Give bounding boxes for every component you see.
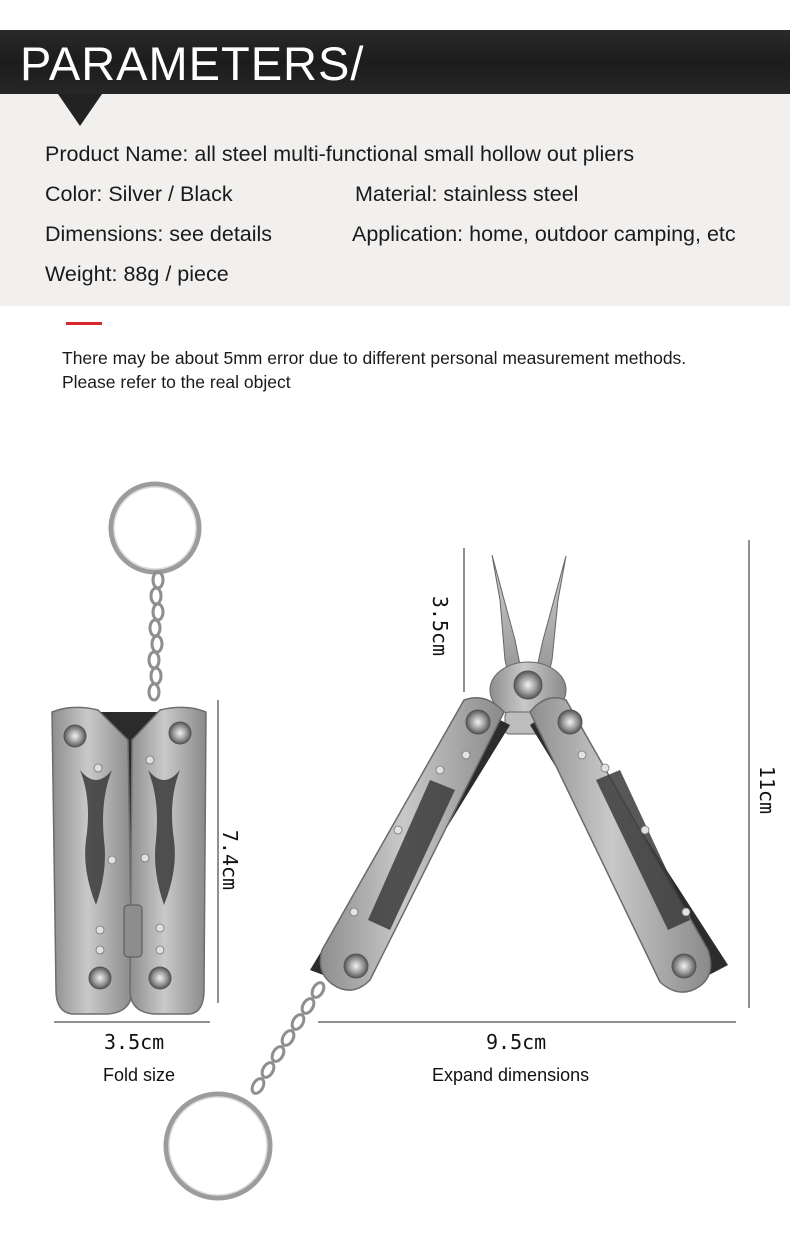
spec-application: Application: home, outdoor camping, etc: [352, 222, 736, 246]
expand-caption: Expand dimensions: [432, 1065, 590, 1085]
note-line-2: Please refer to the real object: [62, 372, 291, 392]
fold-height-label: 7.4cm: [218, 829, 243, 891]
spec-dimensions: Dimensions: see details: [45, 222, 273, 246]
spec-material: Material: stainless steel: [355, 182, 579, 206]
spec-product-name: Product Name: all steel multi-functional small hollow out pliers: [45, 142, 635, 166]
chain-icon: [250, 981, 327, 1096]
fold-width-label: 3.5cm: [104, 1030, 165, 1054]
expand-width-label: 9.5cm: [486, 1030, 547, 1054]
fold-caption: Fold size: [103, 1065, 176, 1085]
chain-icon: [149, 572, 163, 700]
key-ring-icon: [111, 484, 199, 572]
note-line-1: There may be about 5mm error due to different personal measurement methods.: [62, 348, 687, 368]
jaw-length-label: 3.5cm: [428, 595, 453, 657]
page-title: PARAMETERS/: [20, 37, 365, 90]
key-ring-icon: [166, 1094, 270, 1198]
folded-tool-image: [52, 484, 206, 1014]
spec-color: Color: Silver / Black: [45, 182, 233, 206]
expand-height-label: 11cm: [755, 765, 780, 815]
spec-weight: Weight: 88g / piece: [45, 262, 229, 286]
